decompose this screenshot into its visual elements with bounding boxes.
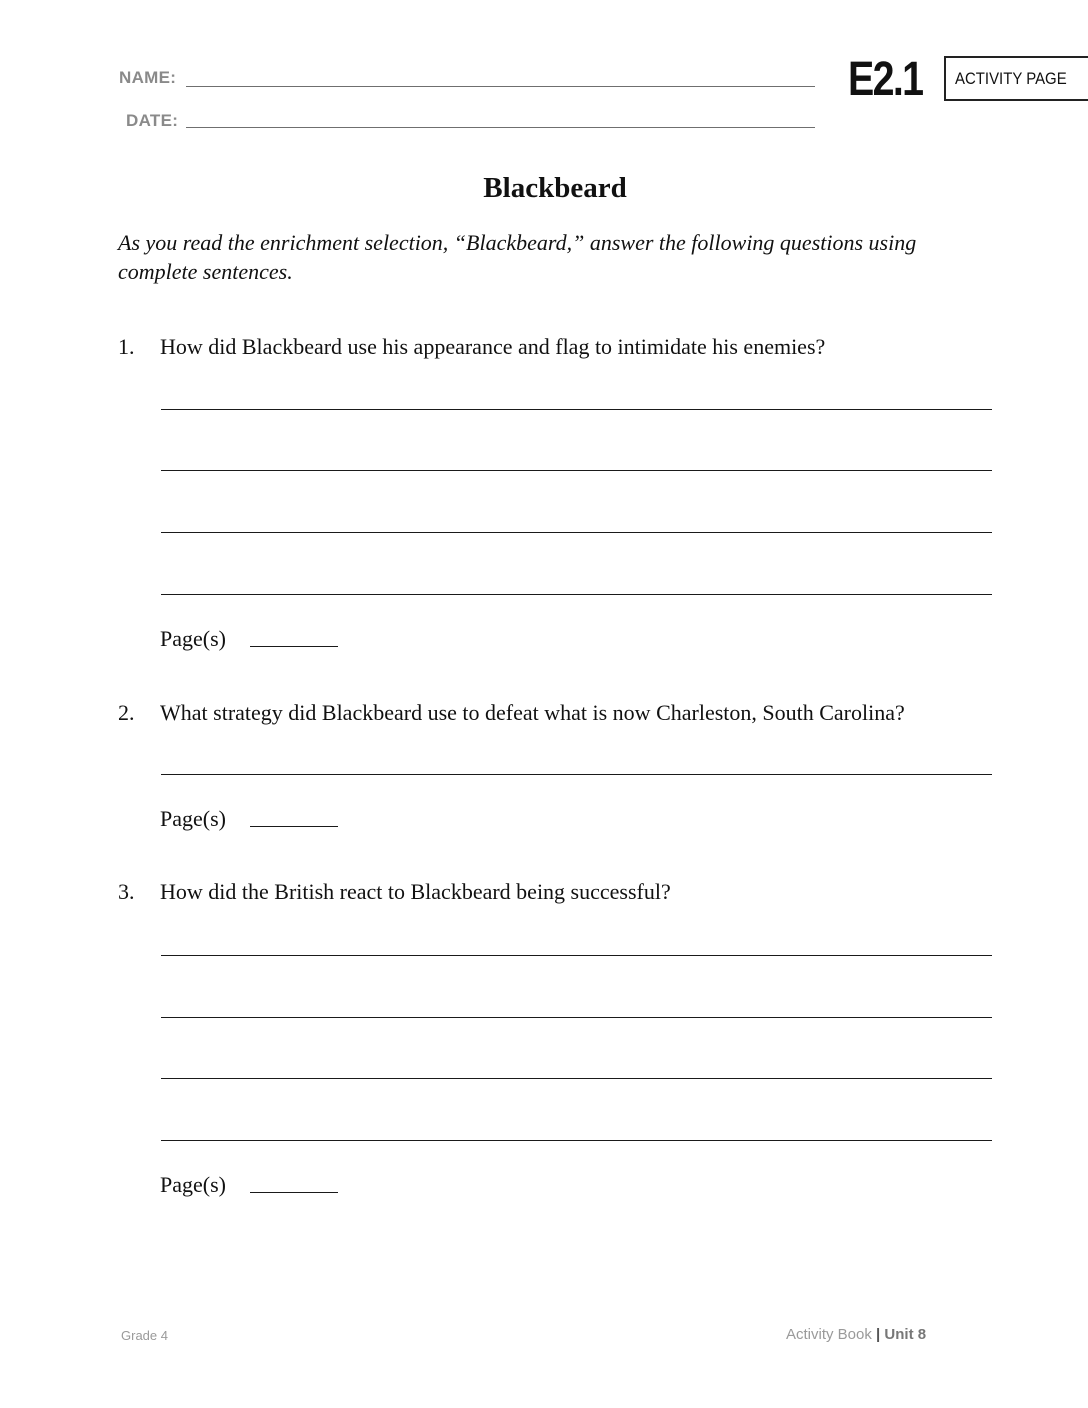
name-field[interactable] (186, 86, 815, 87)
page-title: Blackbeard (483, 172, 627, 204)
footer-grade: Grade 4 (121, 1328, 168, 1343)
pages-field[interactable] (250, 646, 338, 647)
answer-line[interactable] (161, 774, 992, 775)
answer-line[interactable] (161, 1078, 992, 1079)
activity-code: E2.1 (848, 53, 923, 106)
pages-field[interactable] (250, 826, 338, 827)
activity-page-label: ACTIVITY PAGE (955, 68, 1067, 88)
question-text: How did the British react to Blackbeard being successful? (160, 879, 671, 904)
footer-book: Activity Book (786, 1326, 872, 1343)
footer-unit: Unit 8 (884, 1326, 927, 1343)
answer-line[interactable] (161, 1017, 992, 1018)
answer-line[interactable] (161, 1140, 992, 1141)
answer-line[interactable] (161, 532, 992, 533)
pages-label: Page(s) (160, 626, 226, 651)
answer-line[interactable] (161, 955, 992, 956)
answer-line[interactable] (161, 409, 992, 410)
instructions: As you read the enrichment selection, “Blackbeard,” answer the following questions using complete sentences. (118, 230, 917, 284)
pages-label: Page(s) (160, 806, 226, 831)
answer-line[interactable] (161, 470, 992, 471)
date-label: DATE: (126, 111, 179, 130)
name-label: NAME: (119, 68, 177, 87)
question-number: 1. (118, 334, 135, 359)
question-number: 3. (118, 879, 135, 904)
pages-field[interactable] (250, 1192, 338, 1193)
question-number: 2. (118, 700, 135, 725)
pages-label: Page(s) (160, 1172, 226, 1197)
question-text: What strategy did Blackbeard use to defeat what is now Charleston, South Carolina? (160, 700, 905, 725)
activity-page-badge (944, 56, 1088, 101)
footer-book-info (786, 1326, 926, 1343)
date-field[interactable] (186, 127, 815, 128)
question-text: How did Blackbeard use his appearance and flag to intimidate his enemies? (160, 334, 826, 359)
answer-line[interactable] (161, 594, 992, 595)
footer-separator: | (876, 1326, 881, 1343)
